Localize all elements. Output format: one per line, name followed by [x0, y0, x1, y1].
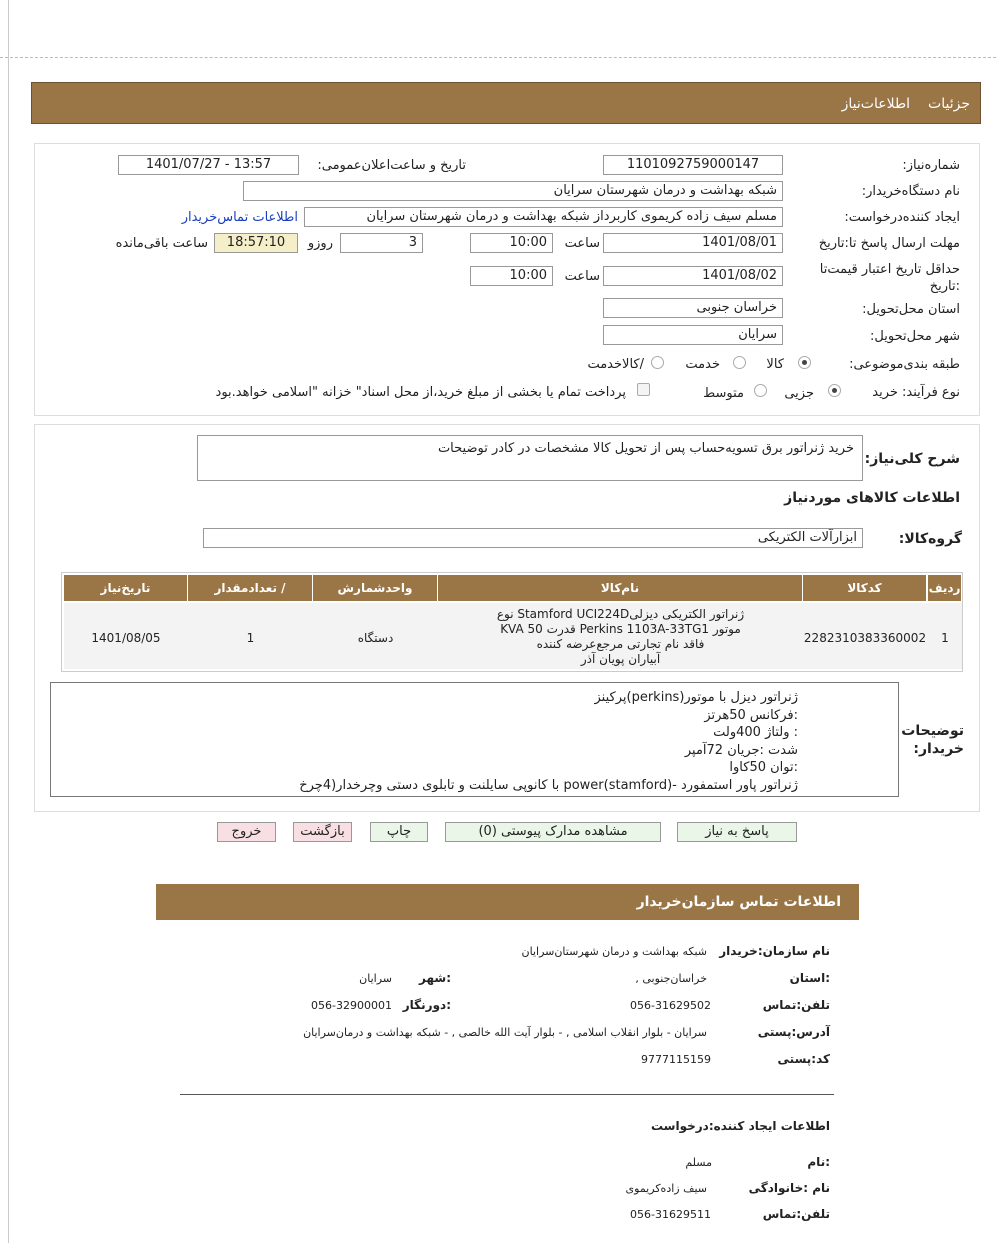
- col-qty: تعدادمقدار /: [188, 575, 313, 601]
- fax-label: :دورنگار: [402, 998, 451, 1012]
- row-date: 1401/08/05: [91, 631, 161, 645]
- goods-table: [61, 572, 963, 672]
- contact-header: [156, 884, 859, 920]
- province-label: استان محل‌تحویل:: [862, 302, 960, 317]
- row-code: 2282310383360002: [803, 631, 927, 645]
- city-label: شهر محل‌تحویل:: [870, 329, 960, 344]
- deadline-time-field: 10:00: [470, 233, 553, 253]
- col-name: نام‌کالا: [438, 575, 803, 601]
- need-number-label: شماره‌نیاز:: [902, 158, 960, 173]
- buyer-label: نام دستگاه‌خریدار:: [861, 184, 960, 199]
- requester-phone-label: تلفن:تماس: [762, 1207, 830, 1221]
- requester-name-label: :نام: [807, 1155, 830, 1169]
- announce-label: تاریخ و ساعت‌اعلان‌عمومی:: [317, 158, 466, 173]
- requester-family-value: سیف زاده‌کریموی: [625, 1182, 707, 1195]
- requester-phone-value: 056-31629511: [630, 1208, 711, 1221]
- postal-label: کد:پستی: [777, 1052, 830, 1066]
- contact-title: اطلاعات تماس سازمان‌خریدار: [636, 894, 841, 910]
- city-field: سرایان: [603, 325, 783, 345]
- announce-field: 1401/07/27 - 13:57: [118, 155, 299, 175]
- radio-service[interactable]: [733, 356, 746, 369]
- group-field: ابزارآلات الکتریکی: [203, 528, 863, 548]
- treasury-checkbox[interactable]: [637, 383, 650, 396]
- validity-time-label: ساعت: [564, 269, 600, 284]
- address-label: آدرس:پستی: [757, 1025, 830, 1039]
- radio-medium[interactable]: [754, 384, 767, 397]
- contact-province-label: :استان: [789, 971, 830, 985]
- attachments-button[interactable]: مشاهده مدارک پیوستی (0): [445, 822, 661, 842]
- summary-label: شرح کلی‌نیاز:: [864, 451, 960, 467]
- top-divider: [0, 57, 996, 58]
- col-unit: واحدشمارش: [313, 575, 438, 601]
- row-qty: 1: [246, 631, 255, 645]
- remaining-time-field: 18:57:10: [214, 233, 298, 253]
- left-border: [8, 0, 9, 1243]
- radio-goods[interactable]: [798, 356, 811, 369]
- radio-goods-service[interactable]: [651, 356, 664, 369]
- print-button[interactable]: چاپ: [370, 822, 428, 842]
- need-number-field: 1101092759000147: [603, 155, 783, 175]
- days-field: 3: [340, 233, 423, 253]
- row-name: [438, 607, 803, 667]
- row-name-line1: ژنراتور الکتریکی دیزلیStamford UCI224D نوع: [496, 607, 745, 621]
- remaining-label: ساعت باقی‌مانده: [115, 236, 208, 251]
- fax-value: 056-32900001: [311, 999, 392, 1012]
- buyer-notes-box: [50, 682, 899, 797]
- radio-partial[interactable]: [828, 384, 841, 397]
- notes-line-5: :توان 50کاوا: [729, 760, 798, 775]
- buyer-notes-label: توضیحات خریدار:: [901, 723, 964, 757]
- notes-line-4: شدت :جریان 72آمپر: [684, 742, 798, 758]
- back-button[interactable]: بازگشت: [293, 822, 352, 842]
- col-code: کدکالا: [803, 575, 927, 601]
- buyer-contact-link[interactable]: اطلاعات تماس‌خریدار: [181, 210, 298, 225]
- contact-province-value: خراسان‌جنوبی ,: [635, 972, 707, 985]
- exit-button[interactable]: خروج: [217, 822, 276, 842]
- radio-service-label: خدمت: [685, 357, 720, 372]
- days-label: روزو: [307, 236, 333, 251]
- org-value: شبکه بهداشت و درمان شهرستان‌سرایان: [521, 945, 707, 958]
- summary-field: خرید ژنراتور برق تسویه‌حساب پس از تحویل کالا مشخصات در کادر توضیحات: [197, 435, 863, 481]
- tab-need-info[interactable]: اطلاعات‌نیاز: [841, 96, 910, 112]
- row-name-line2: موتور Perkins 1103A-33TG1 قدرت 50 KVA: [500, 622, 741, 636]
- section-divider: [180, 1094, 834, 1095]
- row-unit: دستگاه: [357, 631, 394, 645]
- process-label: نوع فرآیند: خرید: [872, 385, 960, 400]
- validity-label: حداقل تاریخ اعتبار قیمت‌تا :تاریخ: [819, 262, 960, 294]
- notes-line-3: : ولتاژ 400ولت: [713, 725, 798, 740]
- phone-value: 056-31629502: [630, 999, 711, 1012]
- creator-field: مسلم سیف زاده کریموی کاربرداز شبکه بهداشت و درمان شهرستان سرایان: [304, 207, 783, 227]
- province-field: خراسان جنوبی: [603, 298, 783, 318]
- row-name-line3: فاقد نام تجارتی مرجع‌عرضه کننده: [536, 637, 705, 651]
- category-label: طبقه بندی‌موضوعی:: [849, 357, 960, 372]
- validity-time-field: 10:00: [470, 266, 553, 286]
- goods-title: اطلاعات کالاهای موردنیاز: [784, 490, 960, 506]
- requester-name-value: مسلم: [685, 1156, 712, 1169]
- validity-date-field: 1401/08/02: [603, 266, 783, 286]
- creator-label: ایجاد کننده‌درخواست:: [844, 210, 960, 225]
- col-row: ردیف: [928, 575, 962, 601]
- buyer-field: شبکه بهداشت و درمان شهرستان سرایان: [243, 181, 783, 201]
- requester-title: اطلاعات ایجاد کننده:درخواست: [650, 1119, 830, 1133]
- deadline-time-label: ساعت: [564, 236, 600, 251]
- postal-value: 9777115159: [641, 1053, 711, 1066]
- radio-goods-service-label: /کالاخدمت: [587, 357, 644, 372]
- contact-city-label: :شهر: [419, 971, 451, 985]
- requester-family-label: نام :خانوادگی: [748, 1181, 830, 1195]
- notes-line-6: ژنراتور پاور استمفورد -(stamford)power با کانوپی سایلنت و تابلوی دستی وچرخدار(4چرخ: [299, 777, 798, 793]
- org-label: نام سازمان:خریدار: [719, 944, 830, 958]
- tab-details[interactable]: جزئیات: [928, 96, 970, 112]
- notes-line-2: :فرکانس 50هرتز: [704, 707, 798, 723]
- group-label: گروه‌کالا:: [898, 531, 962, 547]
- payment-note: پرداخت تمام یا بخشی از مبلغ خرید،از محل اسناد" خزانه "اسلامی خواهد.بود: [215, 385, 626, 400]
- phone-label: تلفن:تماس: [762, 998, 830, 1012]
- radio-medium-label: متوسط: [703, 386, 744, 401]
- radio-goods-label: کالا: [766, 357, 784, 372]
- deadline-label: مهلت ارسال پاسخ تا:تاریخ: [818, 236, 960, 251]
- contact-city-value: سرایان: [359, 972, 392, 985]
- page-header: [31, 82, 981, 124]
- row-name-line4: آبیاران پویان آذر: [580, 652, 661, 666]
- col-date: تاریخ‌نیاز: [64, 575, 188, 601]
- row-idx: 1: [941, 631, 949, 645]
- address-value: سرایان - بلوار انقلاب اسلامی , - بلوار آیت الله خالصی , - شبکه بهداشت و درمان‌سرایان: [303, 1026, 707, 1039]
- radio-partial-label: جزیی: [784, 386, 814, 401]
- notes-line-1: ژنراتور دیزل با موتور(perkins)پرکینز: [594, 690, 798, 705]
- deadline-date-field: 1401/08/01: [603, 233, 783, 253]
- reply-button[interactable]: پاسخ به نیاز: [677, 822, 797, 842]
